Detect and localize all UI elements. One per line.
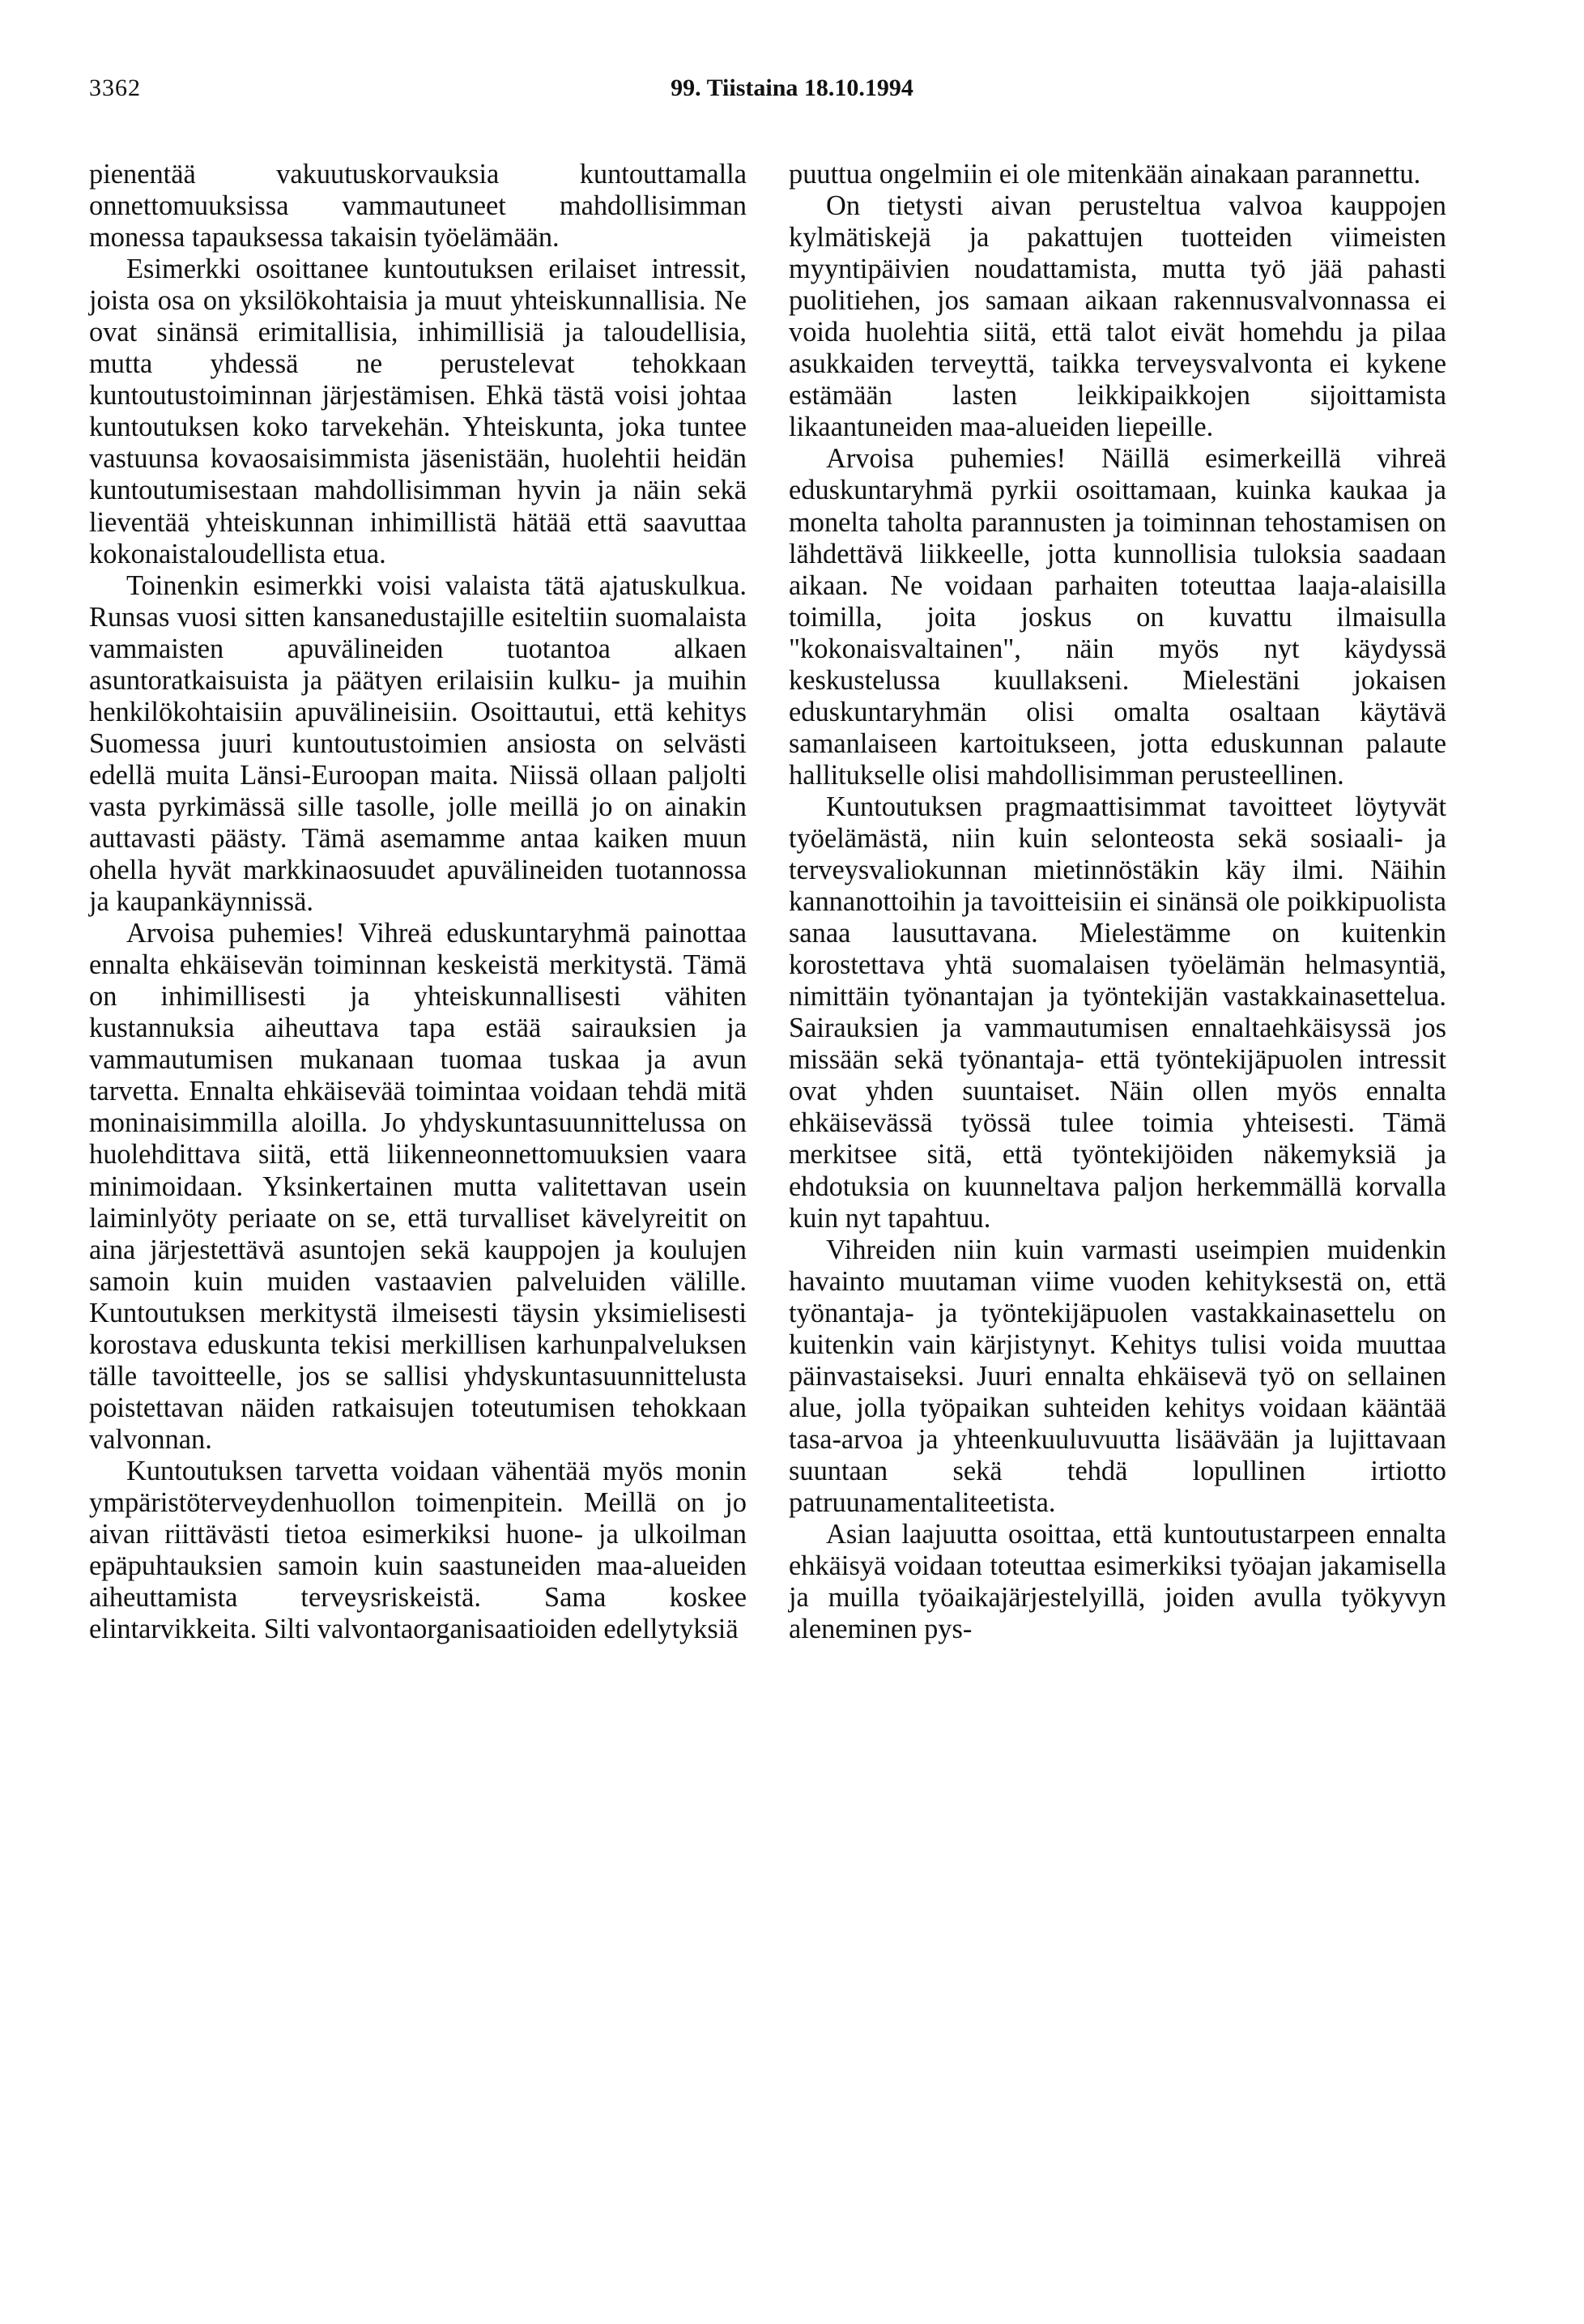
paragraph: Kuntoutuksen tarvetta voidaan vähentää myös monin ympäristöterveydenhuollon toimenpitein. Meillä on jo aivan riittävästi tietoa esimerkiksi huone- ja ulkoilman epäpuhtauksien samoin kuin saastuneiden maa-alueiden aiheuttamista terveysriskeistä. Sama koskee elintarvikkeita. Silti valvontaorganisaatioiden edellytyksiä [89,1455,747,1645]
page-header [89,68,1495,109]
paragraph: Arvoisa puhemies! Vihreä eduskuntaryhmä painottaa ennalta ehkäisevän toiminnan keskeistä merkitystä. Tämä on inhimillisesti ja yhteiskunnallisesti vähiten kustannuksia aiheuttava tapa estää sairauksien ja vammautumisen mukanaan tuomaa tuskaa ja avun tarvetta. Ennalta ehkäisevää toimintaa voidaan tehdä mitä moninaisimmilla aloilla. Jo yhdyskuntasuunnittelussa on huolehdittava siitä, että liikenneonnettomuuksien vaara minimoidaan. Yksinkertainen mutta valitettavan usein laiminlyöty periaate on se, että turvalliset kävelyreitit on aina järjestettävä asuntojen sekä kauppojen ja koulujen samoin kuin muiden vastaavien palveluiden välille. Kuntoutuksen merkitystä ilmeisesti täysin yksimielisesti korostava eduskunta tekisi merkillisen karhunpalveluksen tälle tavoitteelle, jos se sallisi yhdyskuntasuunnittelusta poistettavan näiden ratkaisujen toteutumisen tehokkaan valvonnan. [89,918,747,1455]
paragraph: Arvoisa puhemies! Näillä esimerkeillä vihreä eduskuntaryhmä pyrkii osoittamaan, kuinka kaukaa ja monelta taholta parannusten ja toiminnan tehostamisen on lähdettävä liikkeelle, jotta kunnollisia tuloksia saadaan aikaan. Ne voidaan parhaiten toteuttaa laaja-alaisilla toimilla, joita joskus on kuvattu ilmaisulla "kokonaisvaltainen", näin myös nyt käydyssä keskustelussa kuullakseni. Mielestäni jokaisen eduskuntaryhmän olisi omalta osaltaan käytävä samanlaiseen kartoitukseen, jotta eduskunnan palaute hallitukselle olisi mahdollisimman perusteellinen. [789,443,1446,791]
paragraph: Kuntoutuksen pragmaattisimmat tavoitteet löytyvät työelämästä, niin kuin selonteosta sekä sosiaali- ja terveysvaliokunnan mietinnöstäkin käy ilmi. Näihin kannanottoihin ja tavoitteisiin ei sinänsä ole poikkipuolista sanaa lausuttavana. Mielestämme on kuitenkin korostettava yhtä suomalaisen työelämän helmasyntiä, nimittäin työnantajan ja työntekijän vastakkainasettelua. Sairauksien ja vammautumisen ennaltaehkäisyssä jos missään sekä työnantaja- että työntekijäpuolen intressit ovat yhden suuntaiset. Näin ollen myös ennalta ehkäisevässä työssä tulee toimia yhteisesti. Tämä merkitsee sitä, että työntekijöiden näkemyksiä ja ehdotuksia on kuunneltava paljon herkemmällä korvalla kuin nyt tapahtuu. [789,791,1446,1234]
paragraph: Asian laajuutta osoittaa, että kuntoutustarpeen ennalta ehkäisyä voidaan toteuttaa esimerkiksi työajan jakamisella ja muilla työaikajärjestelyillä, joiden avulla työkyvyn aleneminen pys- [789,1519,1446,1645]
paragraph: Esimerkki osoittanee kuntoutuksen erilaiset intressit, joista osa on yksilökohtaisia ja muut yhteiskunnallisia. Ne ovat sinänsä erimitallisia, inhimillisiä ja taloudellisia, mutta yhdessä ne perustelevat tehokkaan kuntoutustoiminnan järjestämisen. Ehkä tästä voisi johtaa kuntoutuksen koko tarvekehän. Yhteiskunta, joka tuntee vastuunsa kovaosaisimmista jäsenistään, huolehtii heidän kuntoutumisestaan mahdollisimman hyvin ja näin sekä lieventää yhteiskunnan inhimillistä hätää että saavuttaa kokonaistaloudellista etua. [89,254,747,569]
paragraph: pienentää vakuutuskorvauksia kuntouttamalla onnettomuuksissa vammautuneet mahdollisimman monessa tapauksessa takaisin työelämään. [89,159,747,254]
session-title: 99. Tiistaina 18.10.1994 [671,75,913,101]
page-number: 3362 [89,75,141,101]
left-column [89,159,747,1645]
paragraph: puuttua ongelmiin ei ole mitenkään ainakaan parannettu. [789,159,1421,190]
paragraph: On tietysti aivan perusteltua valvoa kauppojen kylmätiskejä ja pakattujen tuotteiden viimeisten myyntipäivien noudattamista, mutta työ jää pahasti puolitiehen, jos samaan aikaan rakennusvalvonnassa ei voida huolehtia siitä, että talot eivät homehdu ja pilaa asukkaiden terveyttä, taikka terveysvalvonta ei kykene estämään lasten leikkipaikkojen sijoittamista likaantuneiden maa-alueiden liepeille. [789,190,1446,443]
right-column [789,159,1446,1645]
paragraph: Vihreiden niin kuin varmasti useimpien muidenkin havainto muutaman viime vuoden kehityksestä on, että työnantaja- ja työntekijäpuolen vastakkainasettelu on kuitenkin vain kärjistynyt. Kehitys tulisi voida muuttaa päinvastaiseksi. Juuri ennalta ehkäisevä työ on sellainen alue, jolla työpaikan suhteiden kehitys voidaan kääntää tasa-arvoa ja yhteenkuuluvuutta lisäävään ja lujittavaan suuntaan sekä tehdä lopullinen irtiotto patruunamentaliteetista. [789,1234,1446,1518]
paragraph: Toinenkin esimerkki voisi valaista tätä ajatuskulkua. Runsas vuosi sitten kansanedustajille esiteltiin suomalaista vammaisten apuvälineiden tuotantoa alkaen asuntoratkaisuista ja päätyen erilaisiin kulku- ja muihin henkilökohtaisiin apuvälineisiin. Osoittautui, että kehitys Suomessa juuri kuntoutustoimien ansiosta on selvästi edellä muita Länsi-Euroopan maita. Niissä ollaan paljolti vasta pyrkimässä sille tasolle, jolle meillä jo on ainakin auttavasti päästy. Tämä asemamme antaa kaiken muun ohella hyvät markkinaosuudet apuvälineiden tuotannossa ja kaupankäynnissä. [89,569,747,918]
